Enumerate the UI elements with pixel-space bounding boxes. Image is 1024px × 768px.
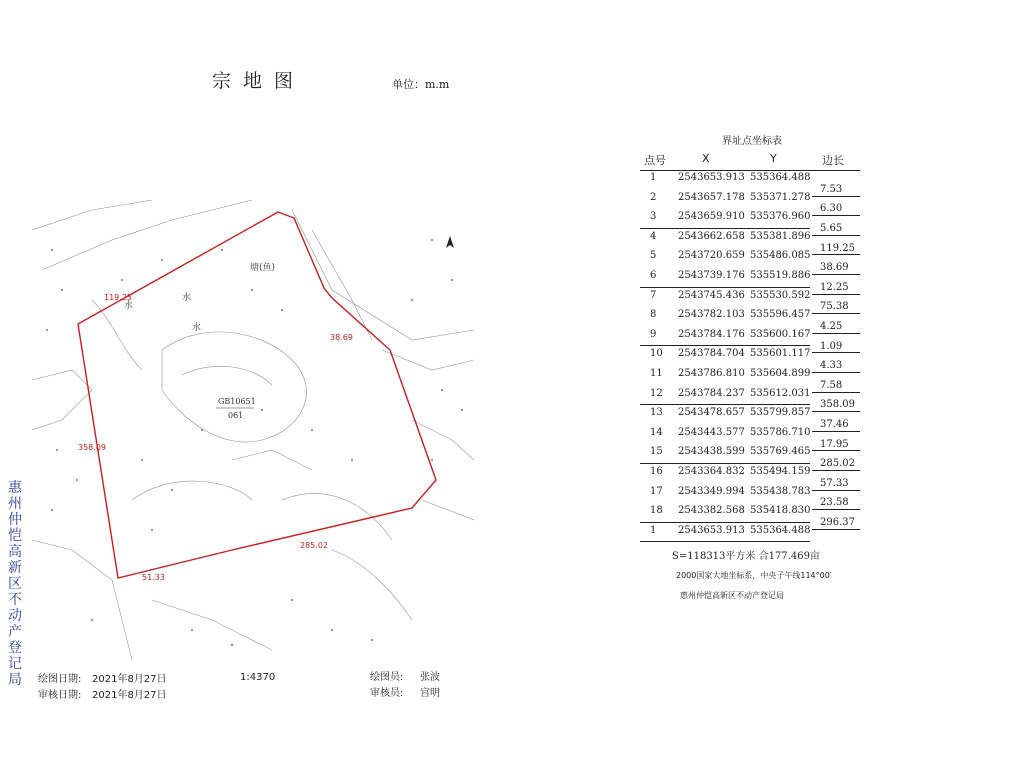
coord-table-title: 界址点坐标表 <box>722 136 782 147</box>
table-cell-pt: 1 <box>650 172 657 183</box>
table-cell-pt: 2 <box>650 191 657 203</box>
table-rule <box>640 522 810 523</box>
table-cell-y: 535418.830 <box>750 505 811 517</box>
table-cell-pt: 16 <box>650 466 663 477</box>
map-label: 水 <box>182 293 192 303</box>
table-cell-x: 2543478.657 <box>678 407 745 419</box>
table-cell-pt: 12 <box>650 387 663 399</box>
table-cell-x: 2543784.176 <box>678 328 745 340</box>
edge-length: 285.02 <box>820 458 855 470</box>
map-scale: 1:4370 <box>240 672 276 683</box>
edge-length: 119.25 <box>820 242 855 254</box>
page-title: 宗地图 <box>212 70 306 92</box>
table-cell-x: 2543349.994 <box>678 485 745 497</box>
edge-length: 4.25 <box>820 321 843 332</box>
area-summary: S=118313平方米 合177.469亩 <box>672 551 820 562</box>
table-cell-y: 535769.465 <box>750 446 811 458</box>
drawn-date-label: 绘图日期: <box>38 674 82 685</box>
table-rule <box>640 228 810 229</box>
table-cell-y: 535486.085 <box>750 250 811 262</box>
edge-rule <box>812 313 860 314</box>
table-cell-pt: 4 <box>650 230 657 242</box>
table-cell-x: 2543364.832 <box>678 466 745 477</box>
header-x: X <box>702 152 710 165</box>
edge-rule <box>812 196 860 197</box>
map-label: 塘(鱼) <box>250 263 276 273</box>
table-rule <box>640 463 810 464</box>
table-cell-y: 535786.710 <box>750 426 811 438</box>
edge-rule <box>812 450 860 451</box>
table-cell-x: 2543657.178 <box>678 191 745 203</box>
table-cell-pt: 10 <box>650 348 663 360</box>
header-point: 点号 <box>644 154 666 167</box>
table-cell-x: 2543739.176 <box>678 270 745 281</box>
table-cell-pt: 6 <box>650 270 657 281</box>
edge-label: 51.33 <box>142 573 165 582</box>
edge-length: 5.65 <box>820 223 843 234</box>
table-cell-y: 535381.896 <box>750 230 811 242</box>
table-cell-y: 535604.899 <box>750 368 811 379</box>
table-cell-pt: 8 <box>650 309 657 321</box>
edge-length: 38.69 <box>820 262 849 274</box>
table-cell-y: 535494.159 <box>750 466 811 477</box>
edge-length: 4.33 <box>820 360 843 372</box>
header-edge: 边长 <box>822 154 844 167</box>
edge-rule <box>812 470 860 471</box>
edge-rule <box>812 490 860 491</box>
table-cell-y: 535530.592 <box>750 289 811 301</box>
edge-rule <box>812 509 860 510</box>
edge-rule <box>812 254 860 255</box>
table-cell-y: 535371.278 <box>750 191 811 203</box>
edge-length: 6.30 <box>820 203 843 215</box>
table-cell-x: 2543659.910 <box>678 211 745 223</box>
table-cell-x: 2543720.659 <box>678 250 745 262</box>
drafter-label: 绘图员: <box>370 672 404 683</box>
department: 惠州仲恺高新区不动产登记局 <box>680 591 784 600</box>
review-date: 2021年8月27日 <box>92 690 167 701</box>
table-cell-y: 535519.886 <box>750 270 811 281</box>
edge-length: 358.09 <box>820 399 855 411</box>
edge-rule <box>812 235 860 236</box>
table-cell-pt: 5 <box>650 250 657 262</box>
table-cell-y: 535612.031 <box>750 387 811 399</box>
map-label: 水 <box>192 323 202 333</box>
table-cell-y: 535438.783 <box>750 485 811 497</box>
edge-rule <box>812 411 860 412</box>
drawn-date: 2021年8月27日 <box>92 674 167 685</box>
map-label: 水 <box>124 301 134 311</box>
table-cell-x: 2543443.577 <box>678 426 745 438</box>
edge-length: 7.58 <box>820 379 843 391</box>
table-cell-y: 535601.117 <box>750 348 811 360</box>
table-cell-x: 2543782.103 <box>678 309 745 321</box>
table-cell-x: 2543784.237 <box>678 387 745 399</box>
table-cell-pt: 17 <box>650 485 663 497</box>
table-cell-y: 535596.457 <box>750 309 811 321</box>
edge-rule <box>812 529 860 530</box>
table-cell-pt: 18 <box>650 505 663 517</box>
table-cell-x: 2543653.913 <box>678 172 745 183</box>
table-cell-x: 2543653.913 <box>678 524 745 536</box>
edge-length: 7.53 <box>820 183 843 195</box>
edge-rule <box>812 333 860 334</box>
edge-length: 75.38 <box>820 301 849 313</box>
edge-label: 119.25 <box>104 293 132 302</box>
edge-rule <box>812 392 860 393</box>
edge-label: 38.69 <box>330 333 353 342</box>
edge-label: 358.09 <box>78 443 106 452</box>
table-cell-y: 535364.488 <box>750 172 811 183</box>
table-cell-pt: 1 <box>650 524 657 536</box>
drafter: 张波 <box>420 672 440 683</box>
table-cell-x: 2543784.704 <box>678 348 745 360</box>
side-label: 惠州仲恺高新区不动产登记局 <box>8 480 22 688</box>
table-rule <box>640 404 810 405</box>
table-cell-x: 2543382.568 <box>678 505 745 517</box>
table-rule <box>640 287 810 288</box>
parcel-map <box>32 200 474 660</box>
coordinate-system: 2000国家大地坐标系，中央子午线114°00′ <box>676 571 832 580</box>
reviewer-label: 审核员: <box>370 688 404 699</box>
edge-length: 296.37 <box>820 517 855 528</box>
edge-length: 17.95 <box>820 438 849 450</box>
header-y: Y <box>770 152 777 165</box>
table-cell-pt: 3 <box>650 211 657 223</box>
table-cell-y: 535600.167 <box>750 328 811 340</box>
table-cell-x: 2543745.436 <box>678 289 745 301</box>
table-rule <box>640 170 860 171</box>
edge-length: 1.09 <box>820 340 843 352</box>
parcel-sublabel: 061 <box>228 411 244 420</box>
table-rule <box>640 345 810 346</box>
north-arrow-icon <box>446 236 454 248</box>
table-cell-pt: 7 <box>650 289 657 301</box>
edge-rule <box>812 372 860 373</box>
edge-rule <box>812 215 860 216</box>
table-rule <box>640 541 810 542</box>
edge-rule <box>812 274 860 275</box>
edge-rule <box>812 431 860 432</box>
review-date-label: 审核日期: <box>38 690 82 701</box>
edge-length: 37.46 <box>820 419 849 430</box>
edge-length: 57.33 <box>820 477 849 489</box>
edge-length: 12.25 <box>820 281 849 293</box>
table-cell-x: 2543438.599 <box>678 446 745 458</box>
table-cell-y: 535376.960 <box>750 211 811 223</box>
table-cell-pt: 11 <box>650 368 663 379</box>
table-cell-pt: 15 <box>650 446 663 458</box>
table-cell-y: 535364.488 <box>750 524 811 536</box>
table-cell-pt: 9 <box>650 328 657 340</box>
edge-rule <box>812 352 860 353</box>
parcel-code: GB10651 <box>218 397 256 406</box>
reviewer: 宫明 <box>420 688 440 699</box>
edge-label: 285.02 <box>300 541 328 550</box>
table-cell-pt: 13 <box>650 407 663 419</box>
edge-rule <box>812 294 860 295</box>
edge-length: 23.58 <box>820 497 849 509</box>
table-cell-x: 2543662.658 <box>678 230 745 242</box>
table-cell-y: 535799.857 <box>750 407 811 419</box>
unit-label: 单位：m.m <box>392 78 450 91</box>
table-cell-pt: 14 <box>650 426 663 438</box>
table-cell-x: 2543786.810 <box>678 368 745 379</box>
